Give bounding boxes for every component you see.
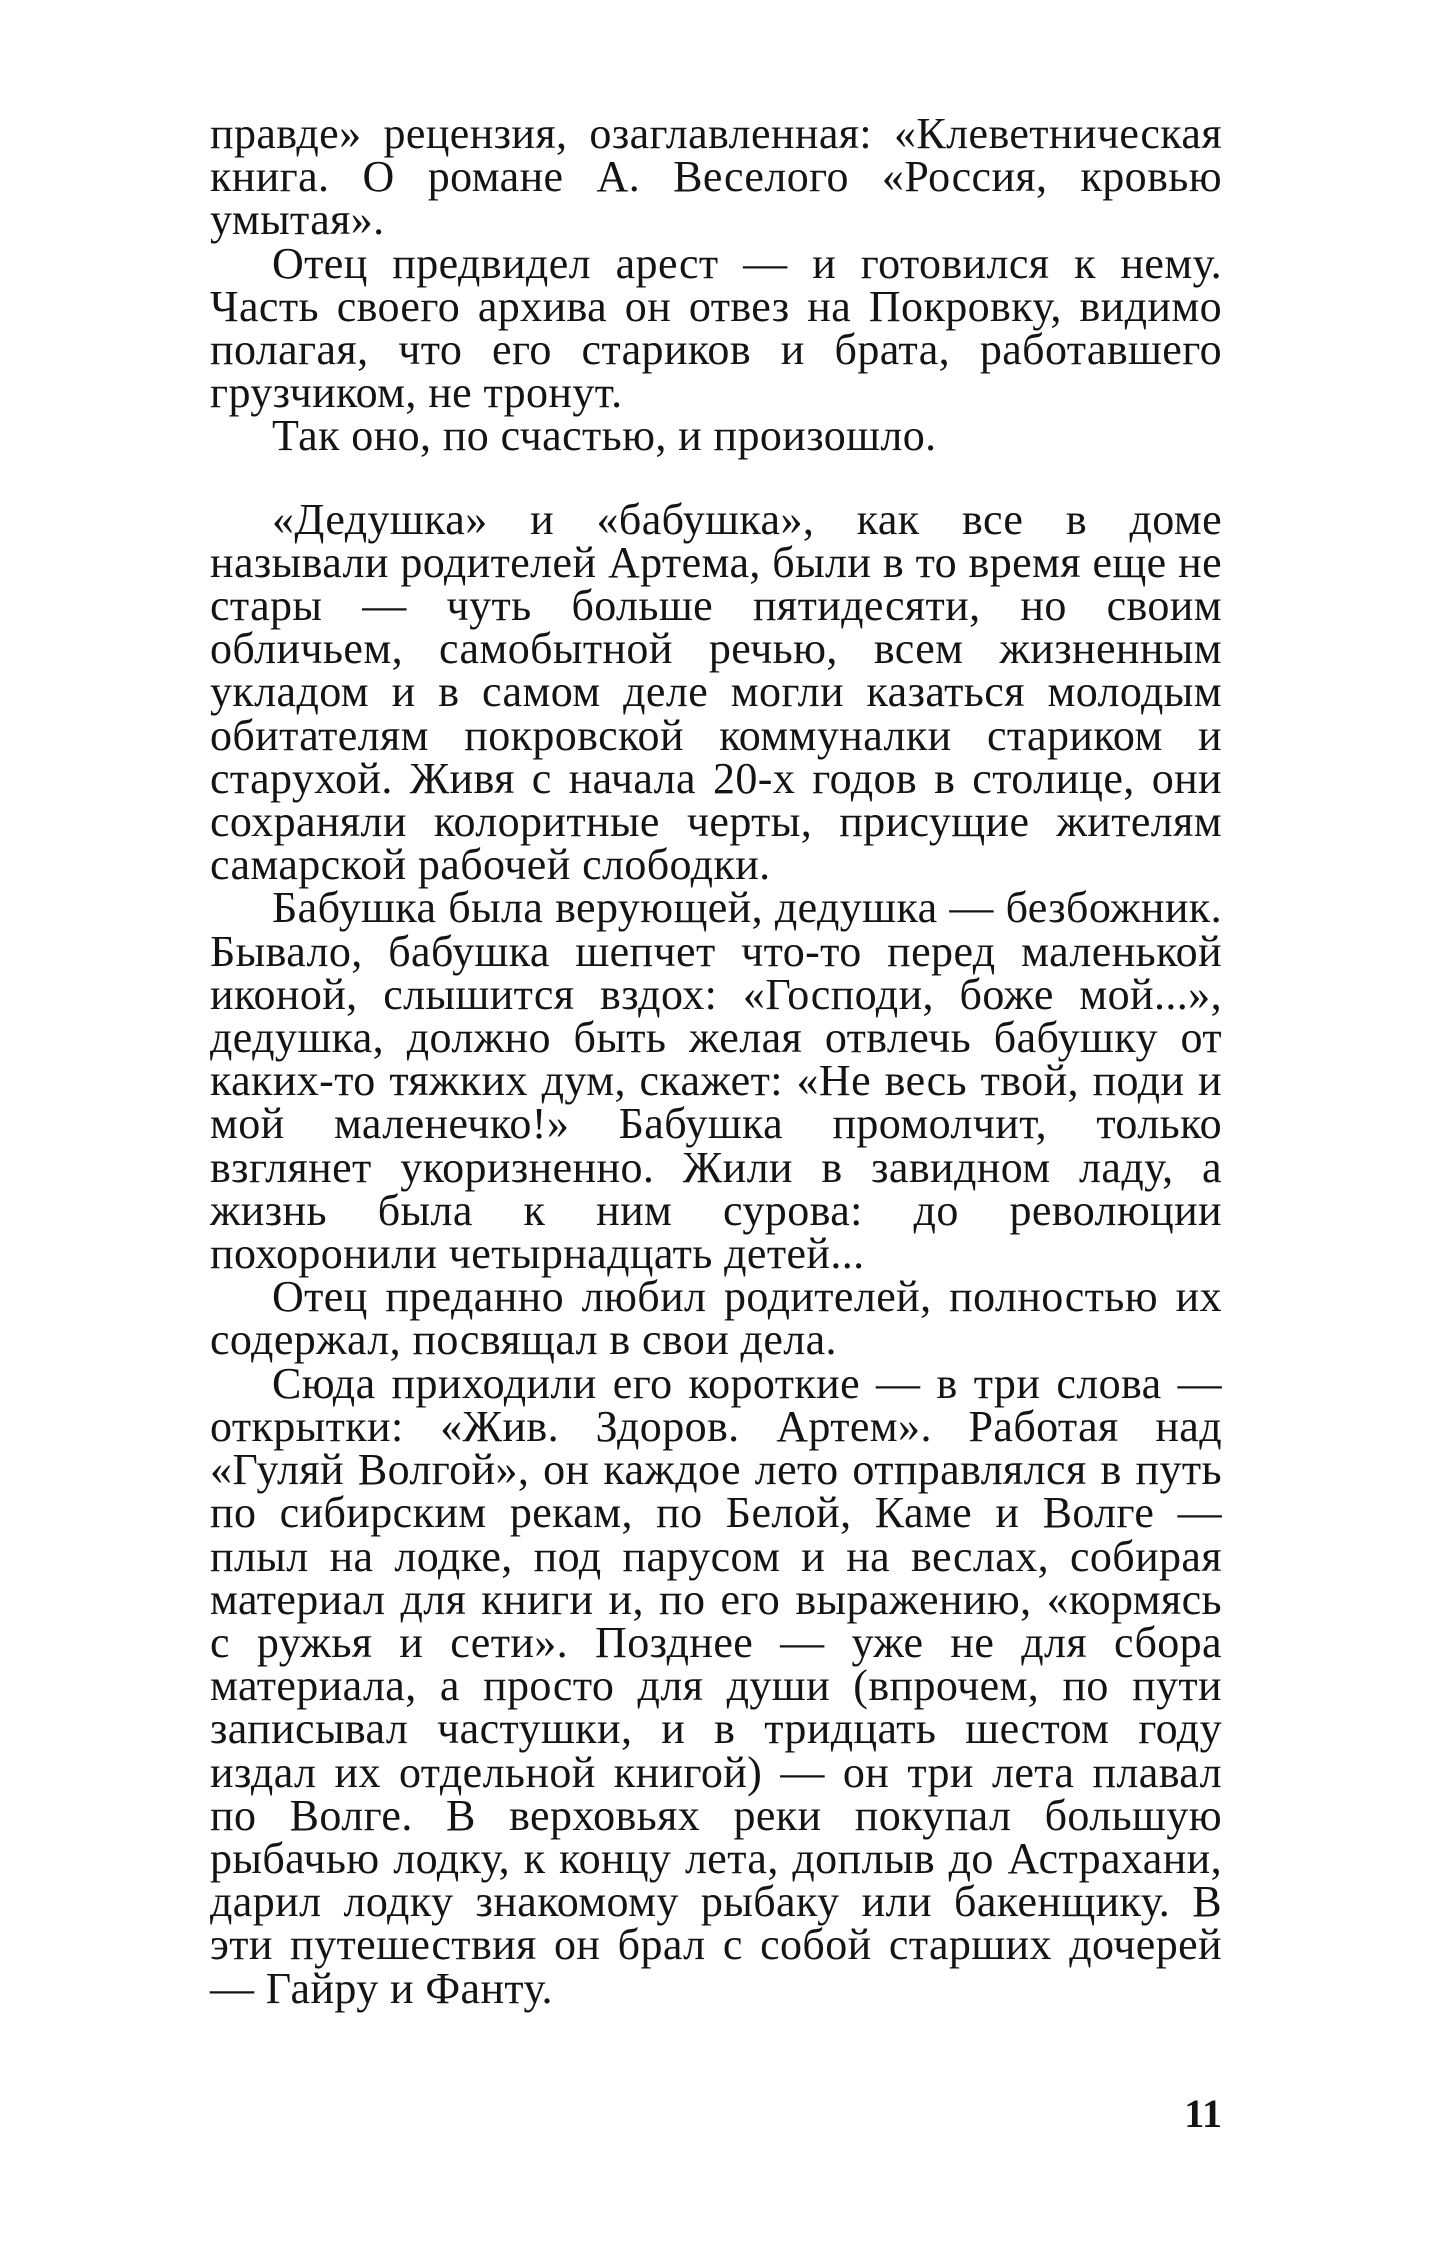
- paragraph: Сюда приходили его короткие — в три слова — открытки: «Жив. Здоров. Артем». Работая над «Гуляй Волгой», он каждое лето отправлялся в путь по сибирским рекам, по Белой, Каме и Волге — плыл на лодке, под парусом и на веслах, собирая материал для книги и, по его выражению, «кормясь с ружья и сети». Позднее — уже не для сбора материала, а просто для души (впрочем, по пути записывал частушки, и в тридцать шестом году издал их отдельной книгой) — он три лета плавал по Волге. В верховьях реки покупал большую рыбачью лодку, к концу лета, доплыв до Астрахани, дарил лодку знакомому рыбаку или бакенщику. В эти путешествия он брал с собой старших дочерей — Гайру и Фанту.: [210, 1358, 1222, 2013]
- paragraph: «Дедушка» и «бабушка», как все в доме называли родителей Артема, были в то время еще не стары — чуть больше пятидесяти, но своим обличьем, самобытной речью, всем жизненным укладом и в самом деле могли казаться молодым обитателям покровской коммуналки стариком и старухой. Живя с начала 20-х годов в столице, они сохраняли колоритные черты, присущие жителям самарской рабочей слободки.: [210, 494, 1222, 890]
- paragraph: Так оно, по счастью, и произошло.: [272, 411, 937, 461]
- paragraph: Отец преданно любил родителей, полностью их содержал, посвящал в свои дела.: [210, 1272, 1222, 1365]
- paragraph: Отец предвидел арест — и готовился к нему. Часть своего архива он отвез на Покровку, видимо полагая, что его стариков и брата, работавшего грузчиком, не тронут.: [210, 238, 1222, 418]
- page-number: 11: [1184, 2091, 1222, 2136]
- section-break: [210, 458, 1222, 498]
- paragraph: Бабушка была верующей, дедушка — безбожник. Бывало, бабушка шепчет что-то перед маленькой иконой, слышится вздох: «Господи, боже мой...», дедушка, должно быть желая отвлечь бабушку от каких-то тяжких дум, скажет: «Не весь твой, поди и мой маленечко!» Бабушка промолчит, только взглянет укоризненно. Жили в завидном ладу, а жизнь была к ним сурова: до революции похоронили четырнадцать детей...: [210, 883, 1222, 1279]
- body-text: [210, 109, 1222, 2013]
- paragraph: правде» рецензия, озаглавленная: «Клеветническая книга. О романе А. Веселого «Россия, кровью умытая».: [210, 109, 1222, 245]
